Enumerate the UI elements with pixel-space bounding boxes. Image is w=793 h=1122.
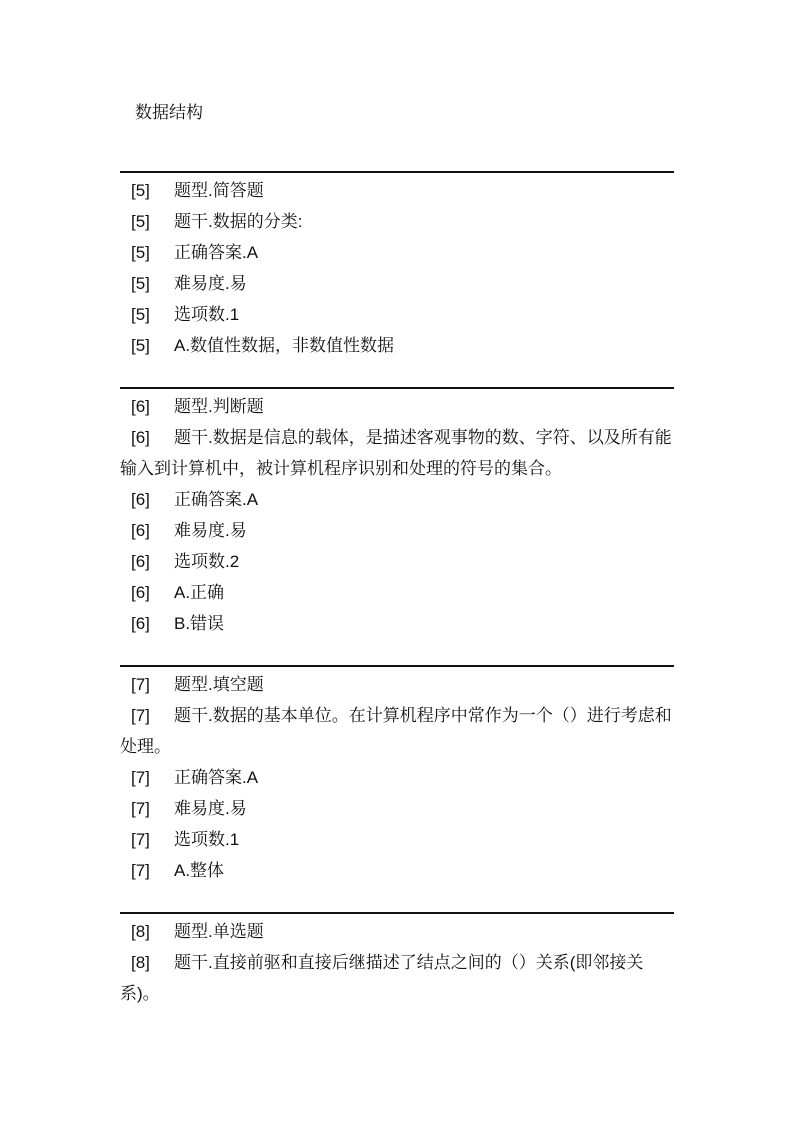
question-number: [6] [131, 552, 150, 571]
question-row [120, 577, 674, 608]
question-row [120, 793, 674, 824]
question-number: [7] [131, 706, 150, 725]
question-field-text: 选项数.2 [174, 552, 240, 571]
question-field-text: A.数值性数据，非数值性数据 [174, 336, 395, 355]
question-number: [5] [131, 274, 150, 293]
question-row [120, 608, 674, 639]
question-row [120, 175, 674, 206]
question-row [120, 268, 674, 299]
question-field-text: B.错误 [174, 614, 225, 633]
question-field-text: 题干.数据是信息的载体，是描述客观事物的数、字符、以及所有能输入到计算机中，被计算机程序识别和处理的符号的集合。 [120, 428, 672, 478]
question-field-text: A.整体 [174, 861, 225, 880]
question-number: [7] [131, 768, 150, 787]
question-row [120, 669, 674, 700]
question-field-text: 题型.单选题 [174, 922, 264, 941]
question-row [120, 947, 674, 1009]
question-field-text: 题型.填空题 [174, 675, 264, 694]
question-field-text: 题型.判断题 [174, 397, 264, 416]
question-field-text: 难易度.易 [174, 274, 247, 293]
question-field-text: 题干.直接前驱和直接后继描述了结点之间的（）关系(即邻接关系)。 [120, 953, 644, 1003]
question-field-text: 正确答案.A [174, 243, 259, 262]
question-field-text: A.正确 [174, 583, 225, 602]
question-number: [6] [131, 428, 150, 447]
question-field-text: 选项数.1 [174, 305, 240, 324]
question-field-text: 题干.数据的基本单位。在计算机程序中常作为一个（）进行考虑和处理。 [120, 706, 672, 756]
question-row [120, 546, 674, 577]
question-section [120, 387, 674, 639]
question-row [120, 515, 674, 546]
question-row [120, 855, 674, 886]
question-row [120, 299, 674, 330]
question-row [120, 237, 674, 268]
question-field-text: 正确答案.A [174, 768, 259, 787]
question-number: [6] [131, 490, 150, 509]
question-row [120, 422, 674, 484]
question-field-text: 难易度.易 [174, 521, 247, 540]
question-number: [7] [131, 861, 150, 880]
question-number: [5] [131, 305, 150, 324]
question-row [120, 330, 674, 361]
question-row [120, 206, 674, 237]
question-section [120, 912, 674, 1009]
question-number: [5] [131, 336, 150, 355]
question-field-text: 正确答案.A [174, 490, 259, 509]
question-number: [5] [131, 181, 150, 200]
question-list [120, 171, 674, 1035]
question-number: [5] [131, 243, 150, 262]
question-field-text: 难易度.易 [174, 799, 247, 818]
question-row [120, 484, 674, 515]
question-number: [7] [131, 830, 150, 849]
question-number: [6] [131, 614, 150, 633]
question-number: [8] [131, 953, 150, 972]
question-number: [7] [131, 675, 150, 694]
question-row [120, 391, 674, 422]
question-number: [7] [131, 799, 150, 818]
question-field-text: 选项数.1 [174, 830, 240, 849]
question-number: [8] [131, 922, 150, 941]
question-row [120, 824, 674, 855]
question-number: [5] [131, 212, 150, 231]
question-number: [6] [131, 583, 150, 602]
question-section [120, 665, 674, 886]
question-field-text: 题干.数据的分类: [174, 212, 303, 231]
question-row [120, 916, 674, 947]
document-title: 数据结构 [135, 103, 203, 122]
question-section [120, 171, 674, 361]
question-field-text: 题型.简答题 [174, 181, 264, 200]
question-row [120, 762, 674, 793]
question-row [120, 700, 674, 762]
question-number: [6] [131, 521, 150, 540]
question-number: [6] [131, 397, 150, 416]
